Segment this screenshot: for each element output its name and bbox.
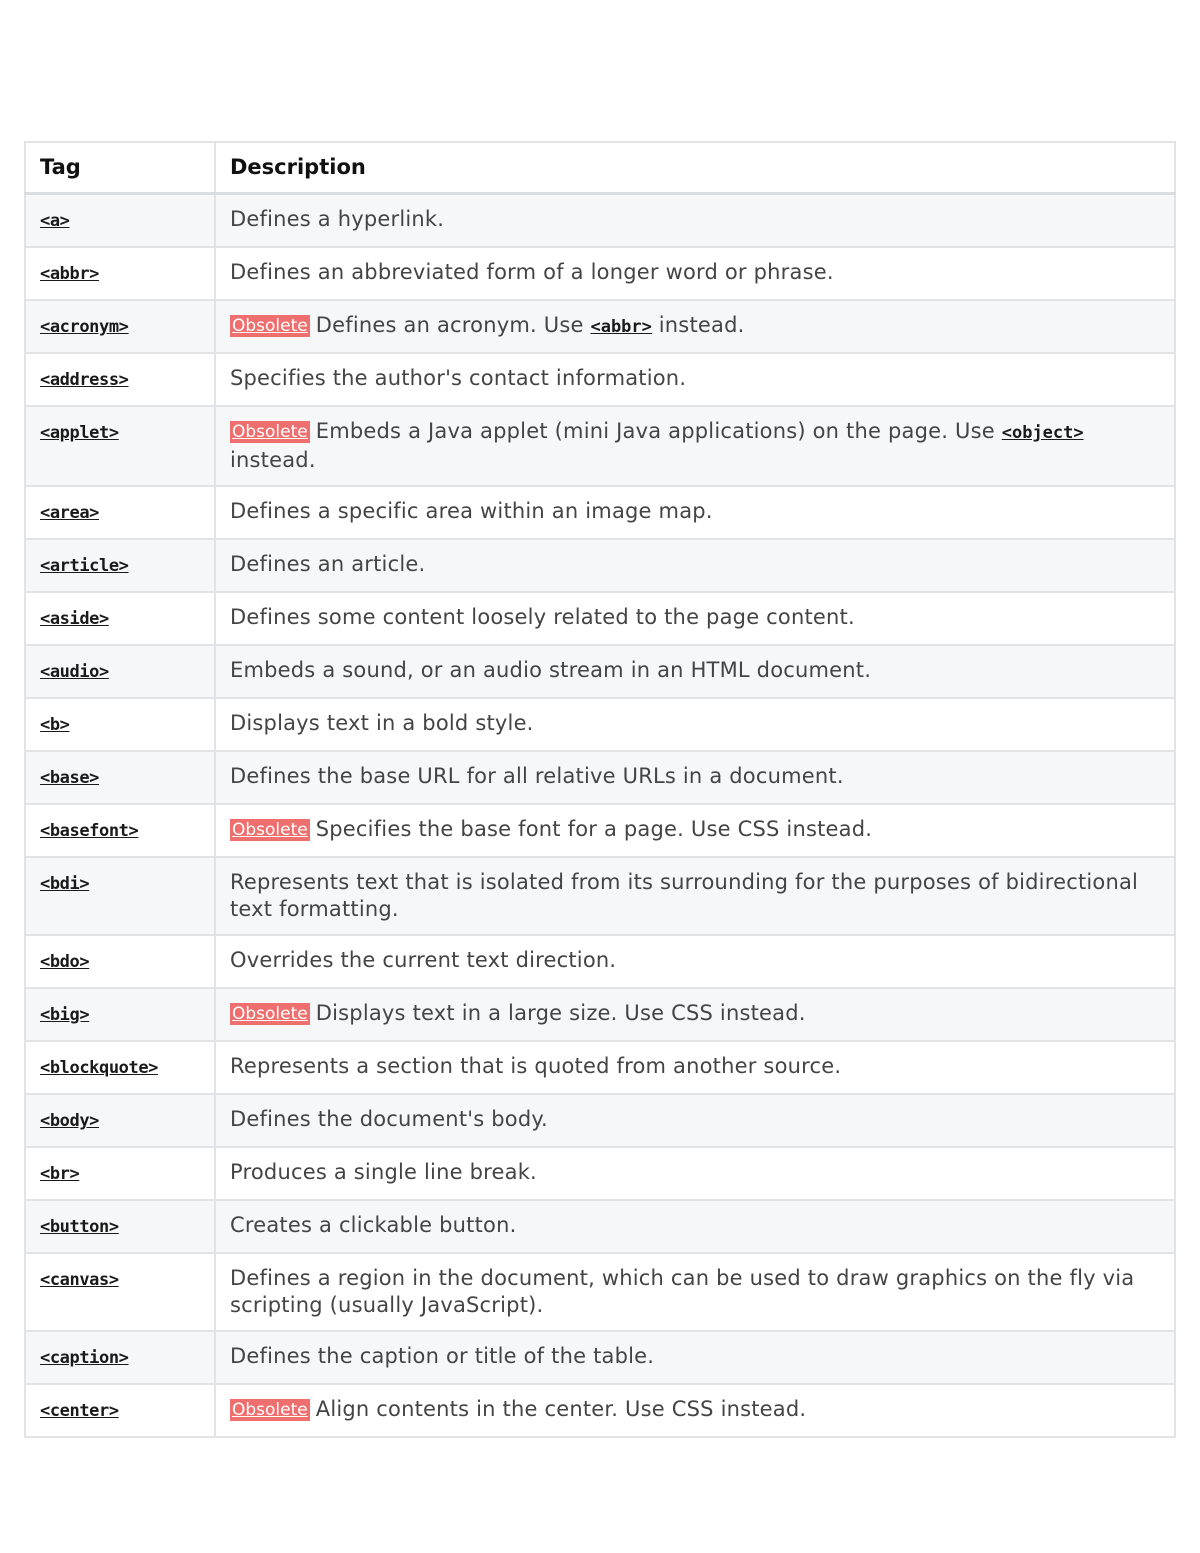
description-cell	[215, 406, 1175, 486]
obsolete-badge: Obsolete	[232, 316, 308, 336]
tag-link[interactable]: <applet>	[40, 423, 119, 443]
description-text: Creates a clickable button.	[230, 1213, 517, 1237]
tag-cell	[25, 486, 215, 539]
description-text: Defines some content loosely related to the page content.	[230, 605, 855, 629]
description-cell	[215, 194, 1175, 248]
description-text: Defines a specific area within an image map.	[230, 499, 713, 523]
tag-cell	[25, 1331, 215, 1384]
tag-cell	[25, 935, 215, 988]
obsolete-badge: Obsolete	[232, 1004, 308, 1024]
description-cell	[215, 353, 1175, 406]
description-cell	[215, 486, 1175, 539]
description-text: Defines an article.	[230, 552, 426, 576]
tag-link[interactable]: <audio>	[40, 662, 109, 682]
html-tags-reference-table	[24, 141, 1176, 1438]
tag-cell	[25, 194, 215, 248]
table-row	[25, 592, 1175, 645]
tag-cell	[25, 645, 215, 698]
tag-cell	[25, 1384, 215, 1437]
tag-cell	[25, 751, 215, 804]
description-text: Defines the document's body.	[230, 1107, 548, 1131]
column-header-description: Description	[215, 142, 1175, 194]
tag-link[interactable]: <canvas>	[40, 1270, 119, 1290]
tag-link[interactable]: <article>	[40, 556, 129, 576]
tag-cell	[25, 804, 215, 857]
tag-link[interactable]: <address>	[40, 370, 129, 390]
tag-cell	[25, 406, 215, 486]
tag-link[interactable]: <basefont>	[40, 821, 139, 841]
inline-tag-link[interactable]: <object>	[1001, 423, 1084, 443]
tag-link[interactable]: <base>	[40, 768, 100, 788]
tag-link[interactable]: <bdi>	[40, 874, 90, 894]
table-row	[25, 406, 1175, 486]
description-cell	[215, 300, 1175, 353]
description-text: Defines a region in the document, which can be used to draw graphics on the fly via scripting (usually JavaScript).	[230, 1266, 1135, 1317]
tag-cell	[25, 1200, 215, 1253]
description-cell	[215, 857, 1175, 935]
tag-cell	[25, 1041, 215, 1094]
description-cell	[215, 645, 1175, 698]
description-text: Embeds a sound, or an audio stream in an HTML document.	[230, 658, 872, 682]
tag-link[interactable]: <body>	[40, 1111, 100, 1131]
tag-cell	[25, 1147, 215, 1200]
table-row	[25, 353, 1175, 406]
tag-cell	[25, 1094, 215, 1147]
column-header-tag: Tag	[25, 142, 215, 194]
description-cell	[215, 1253, 1175, 1331]
description-cell	[215, 1094, 1175, 1147]
description-text: Produces a single line break.	[230, 1160, 537, 1184]
tag-link[interactable]: <acronym>	[40, 317, 129, 337]
description-cell	[215, 1384, 1175, 1437]
tag-link[interactable]: <a>	[40, 211, 70, 231]
table-row	[25, 1147, 1175, 1200]
obsolete-badge: Obsolete	[232, 820, 308, 840]
tag-link[interactable]: <area>	[40, 503, 100, 523]
table-body	[25, 194, 1175, 1438]
table-row	[25, 804, 1175, 857]
description-text: Displays text in a bold style.	[230, 711, 534, 735]
description-text: Defines the base URL for all relative URLs in a document.	[230, 764, 844, 788]
description-cell	[215, 1041, 1175, 1094]
tag-cell	[25, 353, 215, 406]
description-text: Defines an abbreviated form of a longer word or phrase.	[230, 260, 834, 284]
tag-cell	[25, 988, 215, 1041]
inline-tag-link[interactable]: <abbr>	[590, 317, 652, 337]
table-row	[25, 247, 1175, 300]
tag-cell	[25, 698, 215, 751]
table-row	[25, 539, 1175, 592]
tag-link[interactable]: <bdo>	[40, 952, 90, 972]
table-row	[25, 751, 1175, 804]
table-row	[25, 300, 1175, 353]
description-text: Defines the caption or title of the table.	[230, 1344, 655, 1368]
table-row	[25, 1331, 1175, 1384]
tag-cell	[25, 1253, 215, 1331]
description-text-suffix: instead.	[230, 448, 316, 472]
table-row	[25, 1384, 1175, 1437]
tag-cell	[25, 300, 215, 353]
description-text: Represents a section that is quoted from another source.	[230, 1054, 842, 1078]
description-cell	[215, 988, 1175, 1041]
description-cell	[215, 539, 1175, 592]
description-text: Specifies the author's contact information.	[230, 366, 687, 390]
description-cell	[215, 1331, 1175, 1384]
tag-cell	[25, 592, 215, 645]
tag-link[interactable]: <abbr>	[40, 264, 100, 284]
table-row	[25, 486, 1175, 539]
description-cell	[215, 1147, 1175, 1200]
table-row	[25, 698, 1175, 751]
description-cell	[215, 1200, 1175, 1253]
tag-link[interactable]: <caption>	[40, 1348, 129, 1368]
tag-link[interactable]: <blockquote>	[40, 1058, 159, 1078]
table-row	[25, 1253, 1175, 1331]
table-row	[25, 988, 1175, 1041]
tag-cell	[25, 247, 215, 300]
description-text: Align contents in the center. Use CSS instead.	[315, 1397, 807, 1421]
tag-cell	[25, 539, 215, 592]
tag-link[interactable]: <button>	[40, 1217, 119, 1237]
tag-link[interactable]: <br>	[40, 1164, 80, 1184]
table-row	[25, 1094, 1175, 1147]
obsolete-badge: Obsolete	[232, 1400, 308, 1420]
tag-link[interactable]: <b>	[40, 715, 70, 735]
table-row	[25, 194, 1175, 248]
description-cell	[215, 698, 1175, 751]
tag-cell	[25, 857, 215, 935]
description-text: Defines a hyperlink.	[230, 207, 445, 231]
description-text-suffix: instead.	[651, 313, 745, 337]
tag-link[interactable]: <aside>	[40, 609, 109, 629]
description-cell	[215, 935, 1175, 988]
description-text: Overrides the current text direction.	[230, 948, 617, 972]
description-cell	[215, 247, 1175, 300]
description-text: Defines an acronym. Use	[315, 313, 591, 337]
description-cell	[215, 592, 1175, 645]
table-header-row	[25, 142, 1175, 194]
table-row	[25, 857, 1175, 935]
table-row	[25, 935, 1175, 988]
description-text: Represents text that is isolated from its surrounding for the purposes of bidirectional text formatting.	[230, 870, 1139, 921]
tag-link[interactable]: <center>	[40, 1401, 119, 1421]
obsolete-badge: Obsolete	[232, 422, 308, 442]
table-row	[25, 1200, 1175, 1253]
table-row	[25, 645, 1175, 698]
tag-link[interactable]: <big>	[40, 1005, 90, 1025]
description-cell	[215, 751, 1175, 804]
description-text: Displays text in a large size. Use CSS instead.	[315, 1001, 806, 1025]
table-row	[25, 1041, 1175, 1094]
description-text: Embeds a Java applet (mini Java applications) on the page. Use	[315, 419, 1002, 443]
description-cell	[215, 804, 1175, 857]
description-text: Specifies the base font for a page. Use CSS instead.	[315, 817, 873, 841]
